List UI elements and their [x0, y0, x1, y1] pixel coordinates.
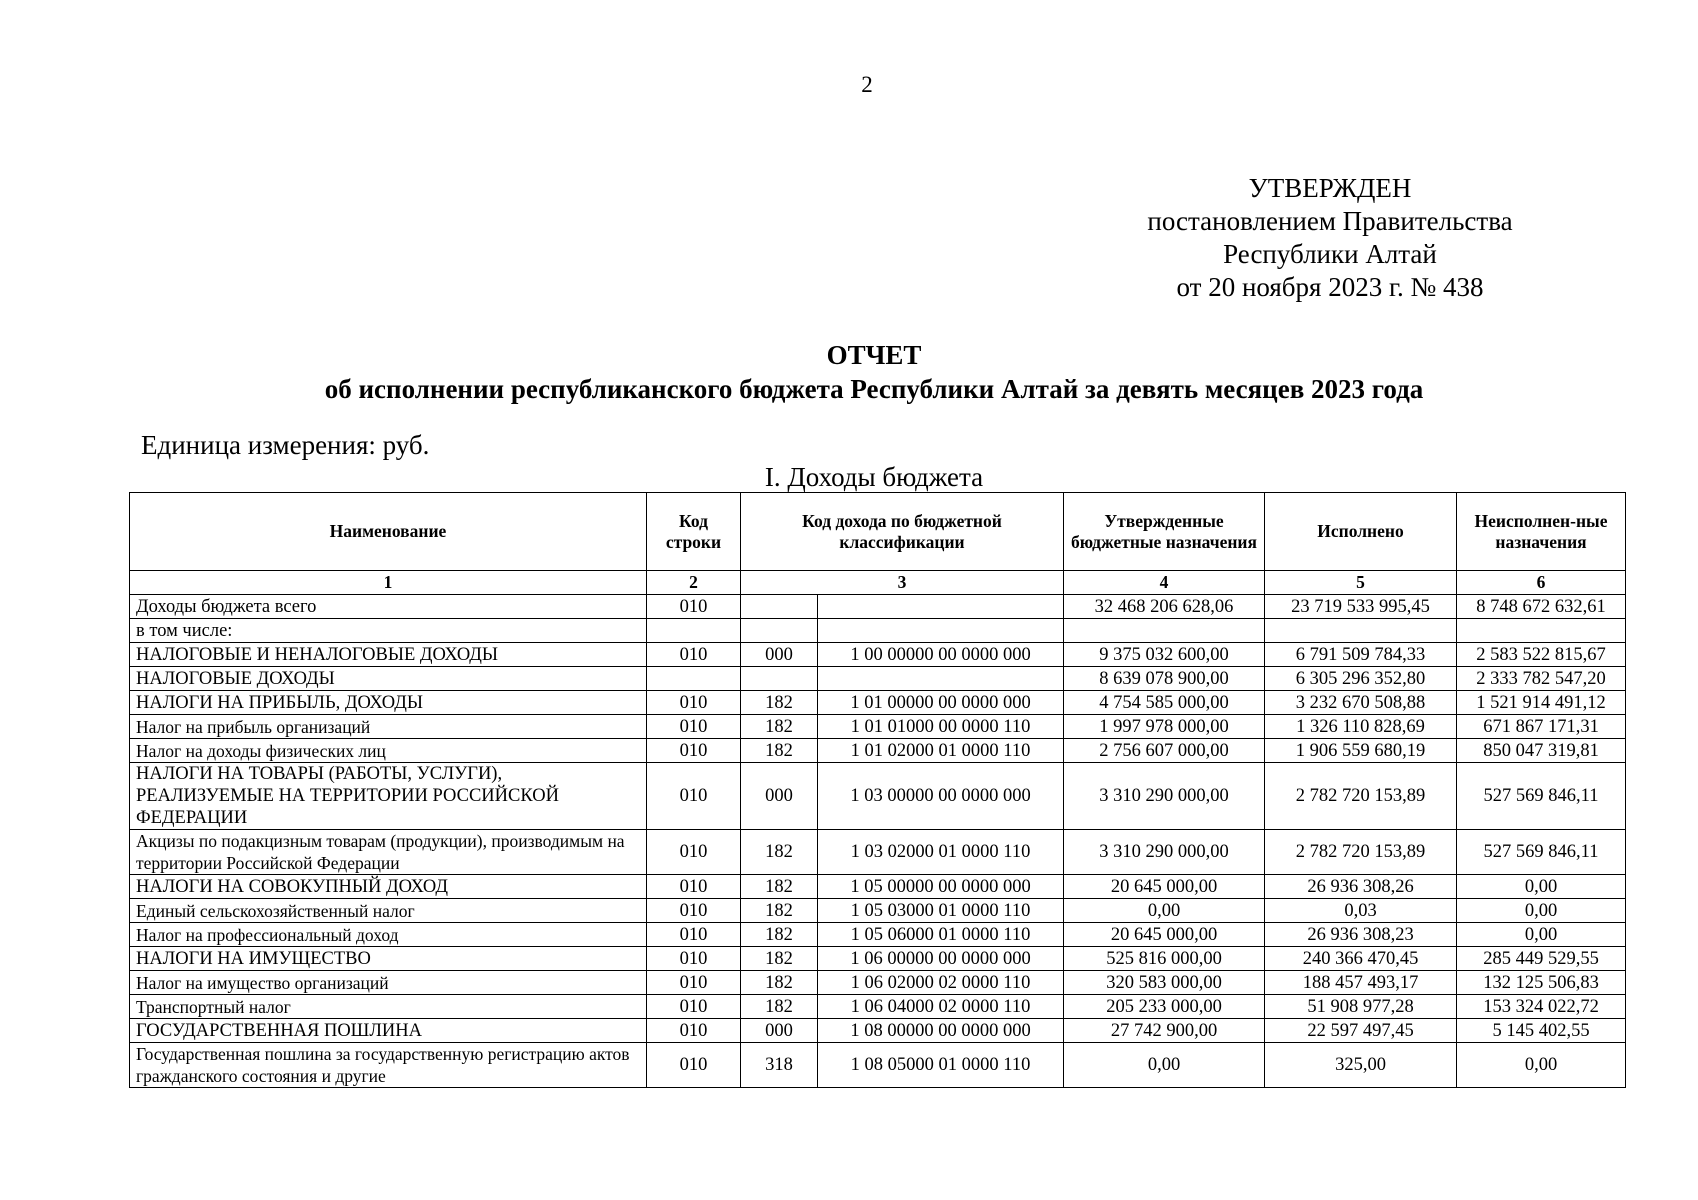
- approval-line-3: Республики Алтай: [1223, 239, 1437, 269]
- column-number: 5: [1265, 571, 1457, 595]
- table-row: [130, 875, 1626, 899]
- table-row: [130, 923, 1626, 947]
- cell-name: Единый сельскохозяйственный налог: [130, 899, 647, 923]
- table-row: [130, 971, 1626, 995]
- cell-income-code: 1 01 01000 00 0000 110: [818, 715, 1064, 739]
- cell-name: Транспортный налог: [130, 995, 647, 1019]
- cell-name: Налог на доходы физических лиц: [130, 739, 647, 763]
- cell-row-code: 010: [647, 923, 741, 947]
- header-row-code: Код строки: [647, 493, 741, 571]
- cell-name: НАЛОГОВЫЕ И НЕНАЛОГОВЫЕ ДОХОДЫ: [130, 643, 647, 667]
- cell-income-code: 1 01 02000 01 0000 110: [818, 739, 1064, 763]
- cell-admin-code: 182: [741, 875, 818, 899]
- page-number: 2: [861, 72, 873, 97]
- cell-unexecuted: 0,00: [1457, 899, 1626, 923]
- table-row: [130, 947, 1626, 971]
- cell-unexecuted: 2 583 522 815,67: [1457, 643, 1626, 667]
- cell-name: Налог на профессиональный доход: [130, 923, 647, 947]
- cell-approved: 525 816 000,00: [1064, 947, 1265, 971]
- cell-approved: 0,00: [1064, 1043, 1265, 1088]
- table-row: [130, 763, 1626, 830]
- cell-executed: 26 936 308,26: [1265, 875, 1457, 899]
- cell-executed: 51 908 977,28: [1265, 995, 1457, 1019]
- cell-row-code: [647, 619, 741, 643]
- cell-name: НАЛОГИ НА ПРИБЫЛЬ, ДОХОДЫ: [130, 691, 647, 715]
- cell-income-code: 1 05 06000 01 0000 110: [818, 923, 1064, 947]
- cell-row-code: 010: [647, 971, 741, 995]
- cell-executed: 23 719 533 995,45: [1265, 595, 1457, 619]
- cell-name: Акцизы по подакцизным товарам (продукции), производимым на территории Российской Федерации: [130, 830, 647, 875]
- cell-executed: 1 906 559 680,19: [1265, 739, 1457, 763]
- column-number: 2: [647, 571, 741, 595]
- cell-row-code: 010: [647, 875, 741, 899]
- cell-unexecuted: 527 569 846,11: [1457, 830, 1626, 875]
- header-approved: Утвержденные бюджетные назначения: [1064, 493, 1265, 571]
- cell-admin-code: 182: [741, 899, 818, 923]
- cell-admin-code: 000: [741, 643, 818, 667]
- cell-income-code: 1 03 00000 00 0000 000: [818, 763, 1064, 830]
- cell-approved: 9 375 032 600,00: [1064, 643, 1265, 667]
- cell-income-code: 1 05 03000 01 0000 110: [818, 899, 1064, 923]
- cell-income-code: 1 06 00000 00 0000 000: [818, 947, 1064, 971]
- approval-stamp: [1130, 172, 1530, 304]
- cell-admin-code: 182: [741, 739, 818, 763]
- cell-admin-code: 000: [741, 763, 818, 830]
- cell-admin-code: 182: [741, 715, 818, 739]
- cell-name: ГОСУДАРСТВЕННАЯ ПОШЛИНА: [130, 1019, 647, 1043]
- table-row: [130, 691, 1626, 715]
- cell-income-code: 1 06 04000 02 0000 110: [818, 995, 1064, 1019]
- cell-income-code: [818, 667, 1064, 691]
- cell-executed: 240 366 470,45: [1265, 947, 1457, 971]
- header-executed: Исполнено: [1265, 493, 1457, 571]
- cell-row-code: 010: [647, 715, 741, 739]
- cell-row-code: 010: [647, 595, 741, 619]
- report-title-sub: об исполнении республиканского бюджета Республики Алтай за девять месяцев 2023 года: [324, 374, 1424, 404]
- cell-executed: 22 597 497,45: [1265, 1019, 1457, 1043]
- header-income-code: Код дохода по бюджетной классификации: [741, 493, 1064, 571]
- cell-income-code: 1 08 00000 00 0000 000: [818, 1019, 1064, 1043]
- table-header-row: [130, 493, 1626, 571]
- cell-row-code: 010: [647, 830, 741, 875]
- cell-admin-code: 182: [741, 995, 818, 1019]
- table-row: [130, 739, 1626, 763]
- cell-income-code: [818, 619, 1064, 643]
- cell-income-code: 1 01 00000 00 0000 000: [818, 691, 1064, 715]
- header-name: Наименование: [130, 493, 647, 571]
- cell-row-code: 010: [647, 691, 741, 715]
- cell-income-code: 1 08 05000 01 0000 110: [818, 1043, 1064, 1088]
- header-unexecuted: Неисполнен-ные назначения: [1457, 493, 1626, 571]
- cell-income-code: 1 00 00000 00 0000 000: [818, 643, 1064, 667]
- cell-approved: 2 756 607 000,00: [1064, 739, 1265, 763]
- cell-name: НАЛОГИ НА ИМУЩЕСТВО: [130, 947, 647, 971]
- cell-name: Налог на имущество организаций: [130, 971, 647, 995]
- column-number: 3: [741, 571, 1064, 595]
- cell-executed: 1 326 110 828,69: [1265, 715, 1457, 739]
- approval-line-1: УТВЕРЖДЕН: [1248, 173, 1412, 203]
- cell-executed: 26 936 308,23: [1265, 923, 1457, 947]
- approval-line-2: постановлением Правительства: [1147, 206, 1513, 236]
- report-title: [0, 338, 1698, 406]
- cell-unexecuted: 0,00: [1457, 1043, 1626, 1088]
- column-number: 1: [130, 571, 647, 595]
- cell-executed: 6 791 509 784,33: [1265, 643, 1457, 667]
- cell-name: НАЛОГОВЫЕ ДОХОДЫ: [130, 667, 647, 691]
- cell-executed: 188 457 493,17: [1265, 971, 1457, 995]
- cell-row-code: 010: [647, 1019, 741, 1043]
- cell-income-code: [818, 595, 1064, 619]
- cell-approved: 4 754 585 000,00: [1064, 691, 1265, 715]
- table-row: [130, 899, 1626, 923]
- cell-row-code: 010: [647, 947, 741, 971]
- cell-approved: 320 583 000,00: [1064, 971, 1265, 995]
- cell-row-code: 010: [647, 1043, 741, 1088]
- cell-executed: 2 782 720 153,89: [1265, 763, 1457, 830]
- report-title-main: ОТЧЕТ: [826, 340, 922, 370]
- cell-admin-code: 000: [741, 1019, 818, 1043]
- cell-row-code: [647, 667, 741, 691]
- cell-approved: [1064, 619, 1265, 643]
- cell-name: в том числе:: [130, 619, 647, 643]
- cell-unexecuted: 132 125 506,83: [1457, 971, 1626, 995]
- cell-admin-code: 182: [741, 923, 818, 947]
- cell-unexecuted: 850 047 319,81: [1457, 739, 1626, 763]
- cell-approved: 20 645 000,00: [1064, 875, 1265, 899]
- cell-row-code: 010: [647, 763, 741, 830]
- cell-row-code: 010: [647, 643, 741, 667]
- cell-name: НАЛОГИ НА СОВОКУПНЫЙ ДОХОД: [130, 875, 647, 899]
- cell-unexecuted: 0,00: [1457, 923, 1626, 947]
- table-row: [130, 595, 1626, 619]
- cell-unexecuted: 2 333 782 547,20: [1457, 667, 1626, 691]
- cell-admin-code: [741, 595, 818, 619]
- cell-approved: 32 468 206 628,06: [1064, 595, 1265, 619]
- table-row: [130, 643, 1626, 667]
- cell-income-code: 1 06 02000 02 0000 110: [818, 971, 1064, 995]
- income-table: [129, 492, 1626, 1088]
- cell-approved: 8 639 078 900,00: [1064, 667, 1265, 691]
- cell-executed: 6 305 296 352,80: [1265, 667, 1457, 691]
- cell-executed: 3 232 670 508,88: [1265, 691, 1457, 715]
- cell-row-code: 010: [647, 739, 741, 763]
- cell-approved: 1 997 978 000,00: [1064, 715, 1265, 739]
- cell-row-code: 010: [647, 899, 741, 923]
- cell-executed: [1265, 619, 1457, 643]
- cell-approved: 20 645 000,00: [1064, 923, 1265, 947]
- cell-approved: 3 310 290 000,00: [1064, 830, 1265, 875]
- cell-unexecuted: [1457, 619, 1626, 643]
- cell-admin-code: 182: [741, 947, 818, 971]
- cell-approved: 205 233 000,00: [1064, 995, 1265, 1019]
- cell-admin-code: 318: [741, 1043, 818, 1088]
- column-number: 4: [1064, 571, 1265, 595]
- cell-name: Государственная пошлина за государственную регистрацию актов гражданского состояния и другие: [130, 1043, 647, 1088]
- cell-unexecuted: 1 521 914 491,12: [1457, 691, 1626, 715]
- cell-approved: 0,00: [1064, 899, 1265, 923]
- table-row: [130, 1043, 1626, 1088]
- column-number: 6: [1457, 571, 1626, 595]
- cell-unexecuted: 671 867 171,31: [1457, 715, 1626, 739]
- cell-admin-code: 182: [741, 971, 818, 995]
- table-row: [130, 995, 1626, 1019]
- cell-unexecuted: 527 569 846,11: [1457, 763, 1626, 830]
- cell-unexecuted: 153 324 022,72: [1457, 995, 1626, 1019]
- units-label: Единица измерения: руб.: [141, 430, 430, 460]
- cell-executed: 0,03: [1265, 899, 1457, 923]
- cell-admin-code: [741, 667, 818, 691]
- cell-name: Налог на прибыль организаций: [130, 715, 647, 739]
- cell-executed: 325,00: [1265, 1043, 1457, 1088]
- cell-executed: 2 782 720 153,89: [1265, 830, 1457, 875]
- table-row: [130, 715, 1626, 739]
- cell-admin-code: 182: [741, 830, 818, 875]
- section-title: I. Доходы бюджета: [764, 462, 984, 492]
- column-number-row: [130, 571, 1626, 595]
- table-row: [130, 667, 1626, 691]
- table-row: [130, 1019, 1626, 1043]
- cell-row-code: 010: [647, 995, 741, 1019]
- cell-admin-code: 182: [741, 691, 818, 715]
- cell-unexecuted: 285 449 529,55: [1457, 947, 1626, 971]
- table-row: [130, 619, 1626, 643]
- cell-name: Доходы бюджета всего: [130, 595, 647, 619]
- cell-income-code: 1 05 00000 00 0000 000: [818, 875, 1064, 899]
- cell-name: НАЛОГИ НА ТОВАРЫ (РАБОТЫ, УСЛУГИ), РЕАЛИЗУЕМЫЕ НА ТЕРРИТОРИИ РОССИЙСКОЙ ФЕДЕРАЦИИ: [130, 763, 647, 830]
- cell-approved: 3 310 290 000,00: [1064, 763, 1265, 830]
- cell-unexecuted: 8 748 672 632,61: [1457, 595, 1626, 619]
- cell-unexecuted: 5 145 402,55: [1457, 1019, 1626, 1043]
- cell-unexecuted: 0,00: [1457, 875, 1626, 899]
- table-row: [130, 830, 1626, 875]
- cell-approved: 27 742 900,00: [1064, 1019, 1265, 1043]
- approval-line-4: от 20 ноября 2023 г. № 438: [1176, 272, 1484, 302]
- cell-admin-code: [741, 619, 818, 643]
- cell-income-code: 1 03 02000 01 0000 110: [818, 830, 1064, 875]
